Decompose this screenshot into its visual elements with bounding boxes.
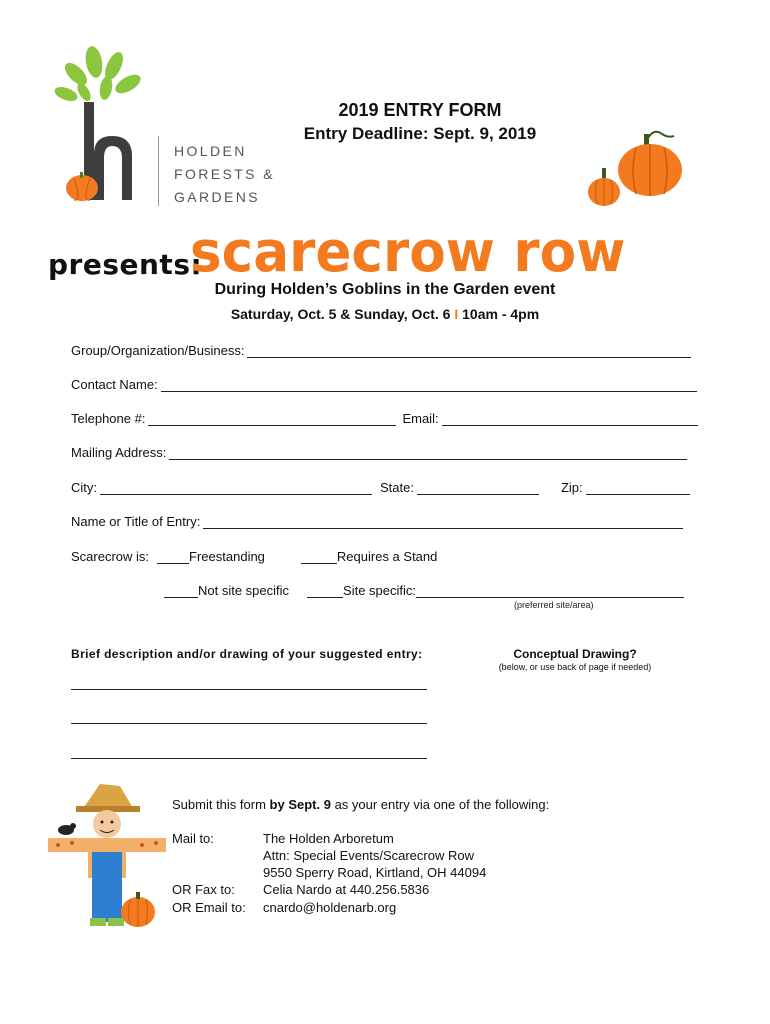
requires-stand-option: Requires a Stand (336, 549, 438, 564)
city-label: City: (71, 480, 97, 495)
scarecrow-icon (42, 780, 172, 940)
description-line[interactable] (71, 688, 427, 690)
email-submit-value[interactable]: cnardo@holdenarb.org (263, 900, 397, 915)
mail-line-3: 9550 Sperry Road, Kirtland, OH 44094 (263, 865, 487, 880)
freestanding-check[interactable] (157, 551, 189, 564)
email-label: Email: (402, 411, 439, 426)
site-hint: (preferred site/area) (514, 600, 594, 610)
event-dates: Saturday, Oct. 5 & Sunday, Oct. 6 I 10am - 4pm (230, 306, 540, 322)
not-site-option: Not site specific (198, 583, 290, 598)
entry-deadline: Entry Deadline: Sept. 9, 2019 (303, 124, 537, 143)
contact-input-line[interactable] (161, 379, 697, 392)
group-input-line[interactable] (247, 345, 691, 358)
logo-divider (158, 136, 159, 206)
presents-label: presents: (48, 248, 203, 281)
zip-label: Zip: (560, 480, 583, 495)
entry-title-input-line[interactable] (203, 516, 683, 529)
site-specific-check[interactable] (307, 585, 343, 598)
event-subtitle: During Holden’s Goblins in the Garden event (214, 281, 556, 298)
contact-label: Contact Name: (71, 377, 158, 392)
site-specific-option: Site specific: (343, 583, 417, 598)
requires-stand-check[interactable] (301, 551, 337, 564)
logo-wordmark: HOLDEN FORESTS & GARDENS (174, 143, 275, 205)
mailing-input-line[interactable] (169, 447, 687, 460)
state-label: State: (380, 480, 414, 495)
mail-line-1: The Holden Arboretum (263, 831, 394, 846)
phone-input-line[interactable] (148, 413, 396, 426)
group-field[interactable] (71, 343, 691, 358)
scarecrow-type-row-1 (71, 549, 437, 564)
mailing-field[interactable] (71, 445, 687, 460)
freestanding-option: Freestanding (189, 549, 265, 564)
not-site-check[interactable] (164, 585, 198, 598)
submit-instructions: Submit this form by Sept. 9 as your entry via one of the following: (172, 797, 550, 812)
contact-field[interactable] (71, 377, 697, 392)
state-input-line[interactable] (417, 482, 539, 495)
form-title: 2019 ENTRY FORM (338, 100, 502, 120)
conceptual-drawing-hint: (below, or use back of page if needed) (498, 662, 652, 672)
mailing-label: Mailing Address: (71, 445, 167, 460)
scarecrow-is-label: Scarecrow is: (71, 549, 150, 564)
event-title: scarecrow row (190, 220, 626, 285)
phone-email-field[interactable] (71, 411, 698, 426)
pumpkins-icon (586, 128, 686, 210)
description-line[interactable] (71, 757, 427, 759)
mail-label: Mail to: (172, 831, 214, 846)
group-label: Group/Organization/Business: (71, 343, 245, 358)
phone-label: Telephone #: (71, 411, 146, 426)
zip-input-line[interactable] (586, 482, 690, 495)
scarecrow-type-row-2 (164, 583, 684, 598)
entry-title-field[interactable] (71, 514, 683, 529)
fax-label: OR Fax to: (172, 882, 235, 897)
entry-title-label: Name or Title of Entry: (71, 514, 201, 529)
email-input-line[interactable] (442, 413, 698, 426)
mail-line-2: Attn: Special Events/Scarecrow Row (263, 848, 474, 863)
fax-value: Celia Nardo at 440.256.5836 (263, 882, 430, 897)
email-submit-label: OR Email to: (172, 900, 246, 915)
city-input-line[interactable] (100, 482, 372, 495)
conceptual-drawing-label: Conceptual Drawing? (513, 647, 637, 661)
city-state-zip-field[interactable] (71, 480, 690, 495)
description-label: Brief description and/or drawing of your suggested entry: (71, 647, 423, 661)
description-line[interactable] (71, 722, 427, 724)
site-specific-input-line[interactable] (416, 585, 684, 598)
